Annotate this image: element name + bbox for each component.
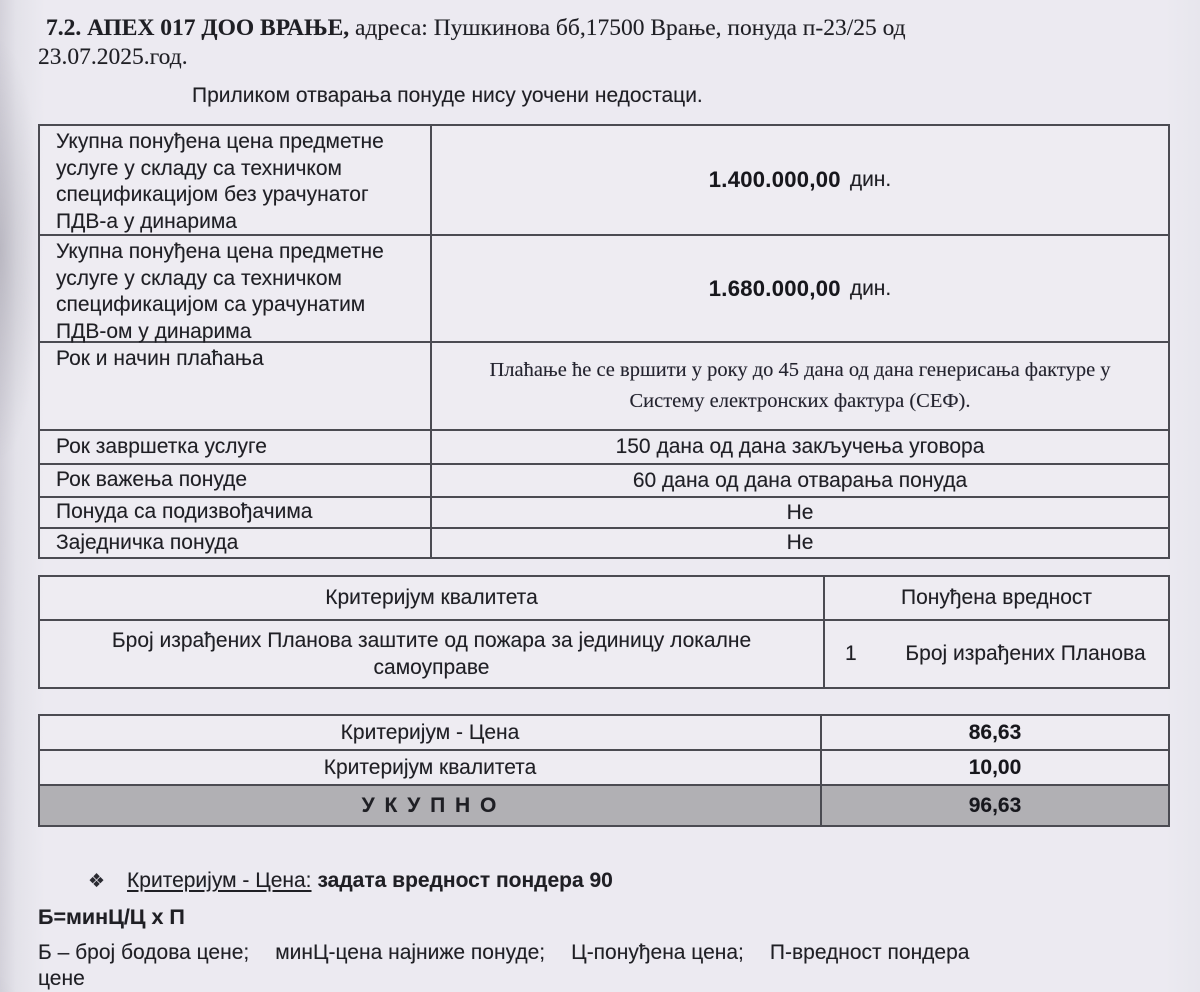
ponder-value-text: задата вредност пондера 90 [317,869,613,892]
criterion-price-label: Критеријум - Цена: [127,869,312,892]
table-row [40,429,1168,463]
table-row [40,496,1168,527]
table-row [40,749,1168,784]
quality-criterion-score: 10,00 [968,755,1022,779]
offer-row-label: Заједничка понуда [40,529,432,557]
quality-value-unit: Број израђених Планова [905,642,1146,665]
total-score: 96,63 [968,793,1022,817]
offer-row-label: Рок важења понуде [40,465,432,496]
legend-item: минЦ-цена најниже понуде; [275,941,546,964]
quality-criterion-header: Критеријум квалитета [40,577,825,619]
offer-row-value [432,236,1168,341]
total-row [40,784,1168,825]
company-name: АПЕХ 017 ДОО ВРАЊЕ, [87,15,350,41]
table-row [40,527,1168,557]
offer-row-label: Понуда са подизвођачима [40,498,432,527]
table-row [40,463,1168,496]
legend-item: Б – број бодова цене; [38,941,250,964]
quality-value-number: 1 [845,642,857,665]
currency-unit: дин. [849,276,892,300]
heading-line-2: 23.07.2025.год. [38,44,188,70]
score-row-label: Критеријум - Цена [40,716,822,749]
footer-notes [38,869,1170,992]
quality-criterion-label: Број израђених Планова заштите од пожара за јединицу локалне самоуправе [40,621,825,687]
offer-row-label: Укупна понуђена цена предметне услуге у складу са техничком спецификацијом са урачунатим ПДВ-ом у динарима [40,236,432,341]
score-row-label: Критеријум квалитета [40,751,822,784]
offer-row-label: Рок и начин плаћања [40,343,432,429]
offer-row-value [432,126,1168,234]
offer-row-value: Не [786,531,814,554]
score-table [38,714,1170,827]
price-without-vat: 1.400.000,00 [708,167,841,192]
legend-item: П-вредност пондера [769,941,970,964]
offer-row-label: Укупна понуђена цена предметне услуге у складу са техничком спецификацијом без урачунатог ПДВ-а у динарима [40,126,432,234]
offer-row-value: 60 дана од дана отварања понуда [632,468,968,492]
criterion-price-note [88,869,1170,893]
table-row [40,619,1168,687]
section-heading [38,14,1170,72]
table-row [40,341,1168,429]
table-header-row [40,577,1168,619]
legend-item: Ц-понуђена цена; [571,941,744,964]
offer-row-value [432,343,1168,429]
payment-terms-line-1: Плаћање ће се вршити у року до 45 дана од дана генерисања фактуре у [489,359,1111,381]
formula-legend [38,939,1170,966]
heading-line-1 [38,14,1170,43]
diamond-bullet-icon: ❖ [88,871,106,892]
offer-row-value: Не [786,500,814,524]
opening-note: Приликом отварања понуде нису уочени недостаци. [192,84,703,107]
offer-row-value: 150 дана од дана закључења уговора [615,435,985,458]
table-row [40,716,1168,749]
table-row [40,126,1168,234]
total-row-label: У К У П Н О [40,786,822,825]
offered-value-header: Понуђена вредност [900,586,1093,609]
quality-criterion-value [825,621,1168,687]
company-address: адреса: Пушкинова бб,17500 Врање, понуда п-23/25 од [349,15,906,41]
section-number-and-company [46,15,349,41]
payment-terms-line-2: Систему електронских фактура (СЕФ). [629,390,971,412]
section-number: 7.2. [46,15,82,41]
price-criterion-score: 86,63 [968,720,1022,744]
quality-criterion-table [38,575,1170,689]
currency-unit: дин. [849,168,892,191]
score-formula: Б=минЦ/Ц х П [38,905,185,929]
payment-terms-text [479,355,1120,417]
price-with-vat: 1.680.000,00 [708,275,841,301]
offer-row-label: Рок завршетка услуге [40,431,432,463]
offer-details-table [38,124,1170,559]
table-row [40,234,1168,341]
formula-legend-continued: цене [38,967,85,990]
